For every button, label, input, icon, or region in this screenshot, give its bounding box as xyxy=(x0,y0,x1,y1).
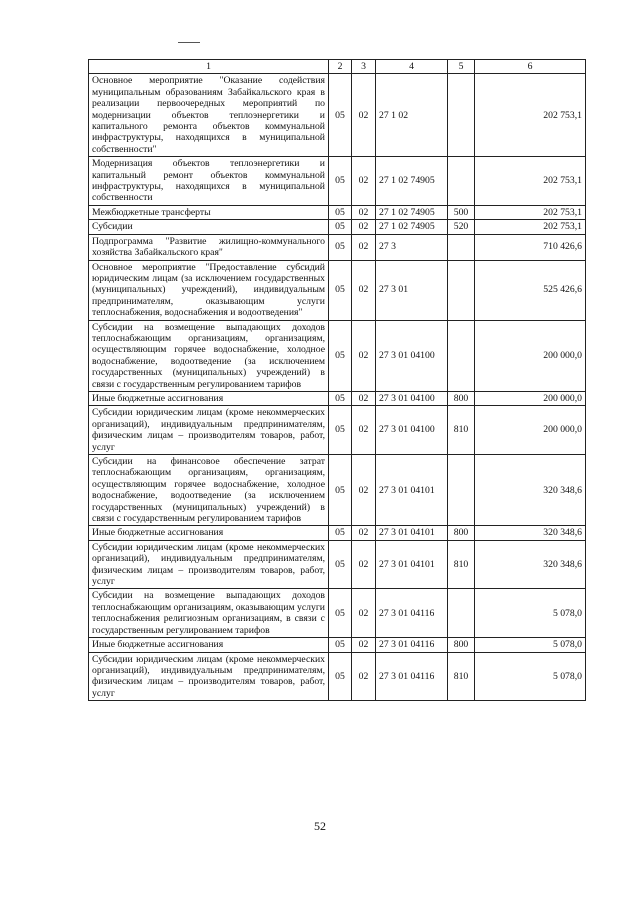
row-amount: 5 078,0 xyxy=(475,589,586,638)
row-name: Межбюджетные трансферты xyxy=(89,205,329,219)
row-expense-type xyxy=(448,260,475,320)
row-section: 05 xyxy=(329,455,352,526)
table-row xyxy=(89,652,586,701)
row-section: 05 xyxy=(329,652,352,701)
table-body xyxy=(89,74,586,701)
row-name: Субсидии на финансовое обеспечение затрат теплоснабжающим организациям, организациям, осуществляющим горячее водоснабжение, холодное водоснабжение, водоотведение (за исключением государственных (муниципальных) учреждений) в связи с государственным регулированием тарифов xyxy=(89,455,329,526)
table-row xyxy=(89,205,586,219)
row-subsection: 02 xyxy=(352,526,376,540)
row-target-code: 27 3 xyxy=(376,234,448,260)
table-row xyxy=(89,320,586,391)
table-row xyxy=(89,638,586,652)
page-number: 52 xyxy=(314,819,326,833)
row-section: 05 xyxy=(329,406,352,455)
row-expense-type xyxy=(448,157,475,206)
row-amount: 710 426,6 xyxy=(475,234,586,260)
row-target-code: 27 3 01 04116 xyxy=(376,652,448,701)
row-expense-type xyxy=(448,320,475,391)
row-name: Субсидии юридическим лицам (кроме некоммерческих организаций), индивидуальным предпринимателям, физическим лицам – производителям товаров, работ, услуг xyxy=(89,652,329,701)
row-target-code: 27 1 02 74905 xyxy=(376,220,448,234)
column-header: 4 xyxy=(376,60,448,74)
row-expense-type: 800 xyxy=(448,391,475,405)
row-section: 05 xyxy=(329,260,352,320)
row-amount: 200 000,0 xyxy=(475,320,586,391)
row-section: 05 xyxy=(329,540,352,589)
row-name: Субсидии юридическим лицам (кроме некоммерческих организаций), индивидуальным предпринимателям, физическим лицам – производителям товаров, работ, услуг xyxy=(89,406,329,455)
row-subsection: 02 xyxy=(352,589,376,638)
table-row xyxy=(89,234,586,260)
row-section: 05 xyxy=(329,205,352,219)
row-expense-type: 810 xyxy=(448,652,475,701)
row-section: 05 xyxy=(329,234,352,260)
row-name: Основное мероприятие "Предоставление субсидий юридическим лицам (за исключением государственных (муниципальных) учреждений), индивидуальным предпринимателям, оказывающим услуги теплоснабжения, водоснабжения и водоотведения" xyxy=(89,260,329,320)
table-row xyxy=(89,260,586,320)
row-subsection: 02 xyxy=(352,74,376,157)
budget-table xyxy=(88,59,586,701)
row-name: Субсидии юридическим лицам (кроме некоммерческих организаций), индивидуальным предпринимателям, физическим лицам – производителям товаров, работ, услуг xyxy=(89,540,329,589)
row-target-code: 27 3 01 04101 xyxy=(376,455,448,526)
table-row xyxy=(89,157,586,206)
row-target-code: 27 1 02 74905 xyxy=(376,205,448,219)
table-row xyxy=(89,540,586,589)
row-target-code: 27 3 01 04100 xyxy=(376,320,448,391)
row-name: Основное мероприятие "Оказание содействия муниципальным образованиям Забайкальского края в реализации первоочередных мероприятий по модернизации объектов теплоэнергетики и капитального ремонта объектов коммунальной инфраструктуры, находящихся в муниципальной собственности" xyxy=(89,74,329,157)
row-target-code: 27 3 01 04100 xyxy=(376,391,448,405)
row-amount: 5 078,0 xyxy=(475,638,586,652)
row-subsection: 02 xyxy=(352,638,376,652)
row-name: Иные бюджетные ассигнования xyxy=(89,638,329,652)
column-header: 1 xyxy=(89,60,329,74)
row-subsection: 02 xyxy=(352,157,376,206)
header-dash-mark xyxy=(178,42,200,43)
table-row xyxy=(89,455,586,526)
table-row xyxy=(89,589,586,638)
row-subsection: 02 xyxy=(352,260,376,320)
row-amount: 202 753,1 xyxy=(475,220,586,234)
row-section: 05 xyxy=(329,589,352,638)
row-name: Модернизация объектов теплоэнергетики и капитальный ремонт объектов коммунальной инфраструктуры, находящихся в муниципальной собственности xyxy=(89,157,329,206)
column-header: 2 xyxy=(329,60,352,74)
row-subsection: 02 xyxy=(352,540,376,589)
row-amount: 525 426,6 xyxy=(475,260,586,320)
row-name: Иные бюджетные ассигнования xyxy=(89,526,329,540)
table-row xyxy=(89,391,586,405)
row-target-code: 27 1 02 xyxy=(376,74,448,157)
row-section: 05 xyxy=(329,638,352,652)
row-subsection: 02 xyxy=(352,205,376,219)
table-row xyxy=(89,220,586,234)
row-target-code: 27 1 02 74905 xyxy=(376,157,448,206)
table-row xyxy=(89,406,586,455)
row-amount: 320 348,6 xyxy=(475,540,586,589)
row-expense-type: 800 xyxy=(448,526,475,540)
row-section: 05 xyxy=(329,74,352,157)
column-header: 6 xyxy=(475,60,586,74)
row-expense-type xyxy=(448,589,475,638)
row-amount: 200 000,0 xyxy=(475,406,586,455)
row-expense-type: 800 xyxy=(448,638,475,652)
row-name: Субсидии на возмещение выпадающих доходов теплоснабжающим организациям, организациям, осуществляющим горячее водоснабжение, холодное водоснабжение, водоотведение (за исключением государственных (муниципальных) учреждений) в связи с государственным регулированием тарифов xyxy=(89,320,329,391)
row-name: Субсидии xyxy=(89,220,329,234)
row-name: Иные бюджетные ассигнования xyxy=(89,391,329,405)
row-amount: 202 753,1 xyxy=(475,205,586,219)
row-expense-type: 520 xyxy=(448,220,475,234)
row-expense-type xyxy=(448,455,475,526)
row-amount: 202 753,1 xyxy=(475,74,586,157)
row-target-code: 27 3 01 04101 xyxy=(376,526,448,540)
table-row xyxy=(89,526,586,540)
row-subsection: 02 xyxy=(352,406,376,455)
row-expense-type xyxy=(448,234,475,260)
row-target-code: 27 3 01 04101 xyxy=(376,540,448,589)
row-amount: 5 078,0 xyxy=(475,652,586,701)
row-section: 05 xyxy=(329,526,352,540)
row-subsection: 02 xyxy=(352,320,376,391)
row-target-code: 27 3 01 xyxy=(376,260,448,320)
row-section: 05 xyxy=(329,220,352,234)
table-row xyxy=(89,74,586,157)
row-name: Субсидии на возмещение выпадающих доходов теплоснабжающим организациям, оказывающим услуги теплоснабжения религиозным организациям, в связи с государственным регулированием тарифов xyxy=(89,589,329,638)
row-subsection: 02 xyxy=(352,652,376,701)
row-expense-type: 810 xyxy=(448,406,475,455)
row-target-code: 27 3 01 04100 xyxy=(376,406,448,455)
row-amount: 320 348,6 xyxy=(475,455,586,526)
row-section: 05 xyxy=(329,391,352,405)
row-subsection: 02 xyxy=(352,455,376,526)
row-amount: 202 753,1 xyxy=(475,157,586,206)
row-section: 05 xyxy=(329,157,352,206)
row-subsection: 02 xyxy=(352,391,376,405)
row-amount: 200 000,0 xyxy=(475,391,586,405)
row-section: 05 xyxy=(329,320,352,391)
row-subsection: 02 xyxy=(352,220,376,234)
row-target-code: 27 3 01 04116 xyxy=(376,638,448,652)
row-name: Подпрограмма "Развитие жилищно-коммунального хозяйства Забайкальского края" xyxy=(89,234,329,260)
table-header-row xyxy=(89,60,586,74)
row-amount: 320 348,6 xyxy=(475,526,586,540)
row-subsection: 02 xyxy=(352,234,376,260)
column-header: 5 xyxy=(448,60,475,74)
row-expense-type: 810 xyxy=(448,540,475,589)
row-target-code: 27 3 01 04116 xyxy=(376,589,448,638)
row-expense-type: 500 xyxy=(448,205,475,219)
row-expense-type xyxy=(448,74,475,157)
column-header: 3 xyxy=(352,60,376,74)
